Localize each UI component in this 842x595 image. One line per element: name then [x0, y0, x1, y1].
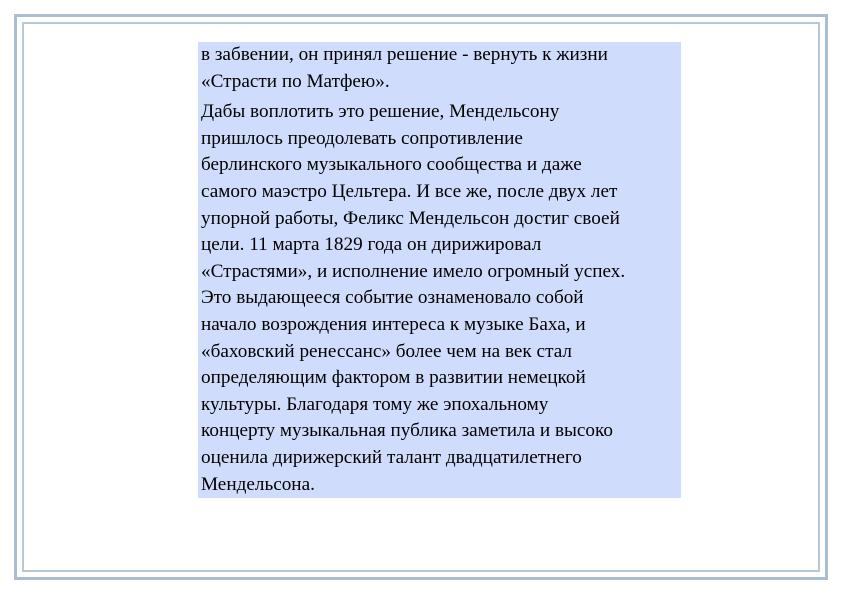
text-line: самого маэстро Цельтера. И все же, после двух лет — [201, 180, 618, 202]
text-line: начало возрождения интереса к музыке Баха, и — [201, 313, 586, 335]
text-line: в забвении, он принял решение - вернуть к жизни — [201, 44, 608, 65]
text-line: определяющим фактором в развитии немецкой — [201, 367, 586, 389]
text-line: Дабы воплотить это решение, Мендельсону — [201, 101, 560, 123]
text-line: оценила дирижерский талант двадцатилетнего — [201, 446, 582, 468]
text-line: упорной работы, Феликс Мендельсон достиг своей — [201, 207, 620, 229]
text-line: цели. 11 марта 1829 года он дирижировал — [201, 234, 542, 256]
text-box — [198, 42, 681, 498]
text-line: «Страстями», и исполнение имело огромный успех. — [201, 260, 626, 282]
text-line: концерту музыкальная публика заметила и высоко — [201, 420, 613, 442]
text-line: «баховский ренессанс» более чем на век стал — [201, 340, 572, 362]
text-line: пришлось преодолевать сопротивление — [201, 127, 523, 149]
paragraph-2 — [201, 99, 679, 498]
text-line: Мендельсона. — [201, 473, 315, 495]
text-line: культуры. Благодаря тому же эпохальному — [201, 393, 549, 415]
text-line: Это выдающееся событие ознаменовало собой — [201, 287, 584, 309]
paragraph-1 — [201, 42, 679, 95]
text-line: берлинского музыкального сообщества и даже — [201, 154, 582, 176]
text-line: «Страсти по Матфею». — [201, 70, 390, 92]
